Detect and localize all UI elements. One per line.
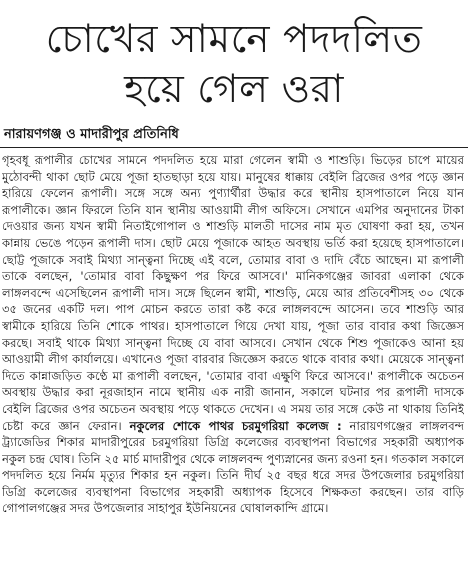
article-paragraph xyxy=(2,152,464,517)
byline: নারায়ণগঞ্জ ও মাদারীপুর প্রতিনিধি xyxy=(4,127,179,142)
byline-divider xyxy=(0,147,468,148)
article-body xyxy=(2,152,464,588)
headline-line-2: হয়ে গেল ওরা xyxy=(124,67,344,112)
article-subhead: নকুলের শোকে পাথর চরমুগরিয়া কলেজ : xyxy=(129,418,342,433)
headline-line-1: চোখের সামনে পদদলিত xyxy=(45,17,423,62)
article-text-part-1: গৃহবধূ রূপালীর চোখের সামনে পদদলিত হয়ে মারা গেলেন স্বামী ও শাশুড়ি। ভিড়ের চাপে মায়ের মুঠোবন্দী থাকা ছোট মেয়ে পূজা হাতছাড়া হয়ে যায়। মানুষের ধাক্কায় বেইলি ব্রিজের ওপর পড়ে জ্ঞান হারিয়ে ফেলেন রূপালী। সঙ্গে সঙ্গে অন্য পুণ্যার্থীরা উদ্ধার করে স্থানীয় হাসপাতালে নিয়ে যান রূপালীকে। জ্ঞান ফিরলে তিনি যান স্থানীয় আওয়ামী লীগ অফিসে। সেখানে এমপির অনুদানের টাকা দেওয়ার জন্য যখন স্বামী নিতাইগোপাল ও শাশুড়ি মালতী দাসের নাম মৃত ঘোষণা করা হয়, তখন কান্নায় ভেঙে পড়েন রূপালী দাস। ছোট মেয়ে পূজাকে আহত অবস্থায় ভর্তি করা হয়েছে হাসপাতালে। ছোট্ট পূজাকে সবাই মিথ্যা সান্ত্বনা দিচ্ছে এই বলে, তোমার বাবা ও দাদি বেঁচে আছেন। মা রূপালী তাকে বলছেন, 'তোমার বাবা কিছুক্ষণ পর ফিরে আসবে।' মানিকগঞ্জের জাবরা এলাকা থেকে লাঙ্গলবন্দে এসেছিলেন রূপালী দাস। সঙ্গে ছিলেন স্বামী, শাশুড়ি, মেয়ে আর প্রতিবেশীসহ ৩০ থেকে ৩৫ জনের একটি দল। পাপ মোচন করতে তারা কষ্ট করে লাঙ্গলবন্দে আসেন। তবে শাশুড়ি আর স্বামীকে হারিয়ে তিনি শোকে পাথর। হাসপাতালে গিয়ে দেখা যায়, পূজা তার বাবার কথা জিজ্ঞেস করছে। সবাই থাকে মিথ্যা সান্ত্বনা দিচ্ছে যে বাবা আসবে। সেখান থেকে শিশু পূজাকেও আনা হয় আওয়ামী লীগ কার্যালয়ে। এখানেও পূজা বারবার জিজ্ঞেস করতে থাকে বাবার কথা। মেয়েকে সান্ত্বনা দিতে কান্নাজড়িত কণ্ঠে মা রূপালী বলছেন, 'তোমার বাবা এক্ষুণি ফিরে আসবে।' রূপালীকে অচেতন অবস্থায় উদ্ধার করা নূরজাহান নামে স্থানীয় এক নারী জানান, সকালে ঘটনার পর রূপালী দাসকে বেইলি ব্রিজের ওপর অচেতন অবস্থায় পড়ে থাকতে দেখেন। এ সময় তার সঙ্গে কেউ না থাকায় তিনিই চেষ্টা করে জ্ঞান ফেরান। xyxy=(2,153,464,433)
article-text-part-2: নারায়ণগঞ্জের লাঙ্গলবন্দ ট্র্যাজেডির শিকার মাদারীপুরের চরমুগরিয়া ডিগ্রি কলেজের ব্যবস্থাপনা বিভাগের সহকারী অধ্যাপক নকুল চন্দ্র ঘোষ। তিনি ২৫ মার্চ মাদারীপুর থেকে লাঙ্গলবন্দ পুণ্যস্নানের জন্য রওনা হন। গতকাল সকালে পদদলিত হয়ে নির্মম মৃত্যুর শিকার হন নকুল। তিনি দীর্ঘ ২৫ বছর ধরে সদর উপজেলার চরমুগরিয়া ডিগ্রি কলেজের ব্যবস্থাপনা বিভাগের সহকারী অধ্যাপক হিসেবে শিক্ষকতা করছেন। তার বাড়ি গোপালগঞ্জের সদর উপজেলার সাহাপুর ইউনিয়নের ঘোষালকান্দি গ্রামে। xyxy=(2,418,464,516)
